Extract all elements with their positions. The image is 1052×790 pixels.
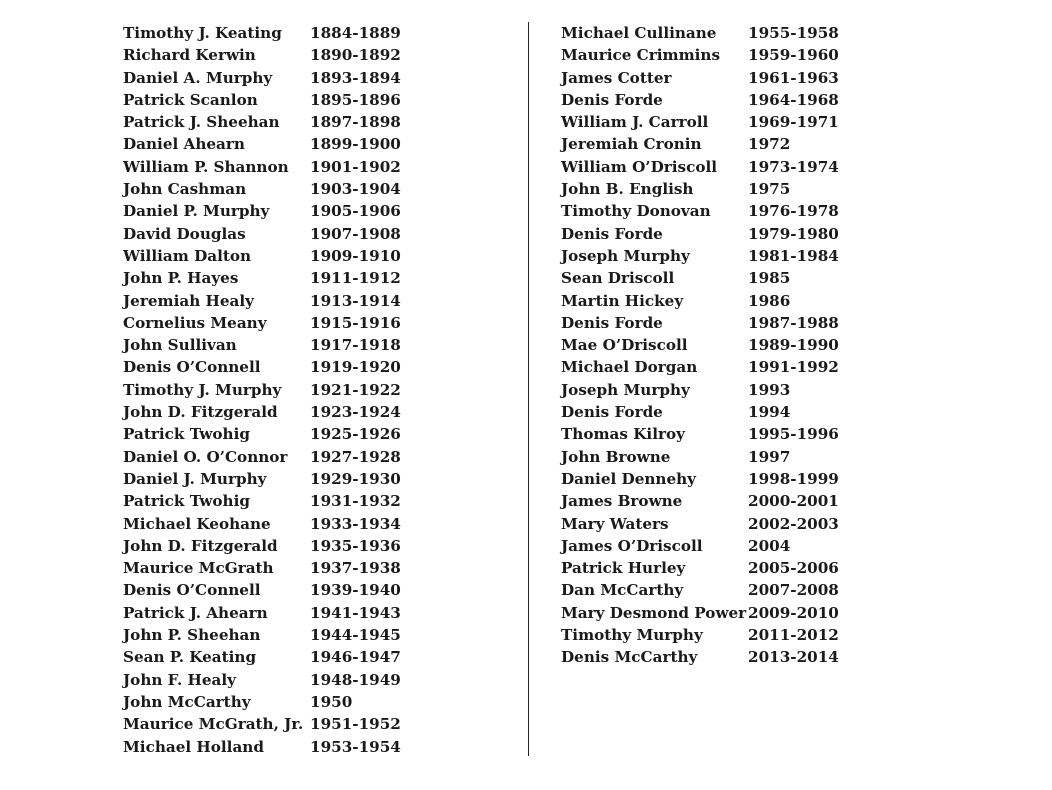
- list-item: [123, 401, 401, 423]
- person-name: Denis O’Connell: [123, 581, 261, 600]
- list-item: [561, 379, 839, 401]
- term-years: 2000-2001: [748, 492, 839, 511]
- list-item: [123, 624, 401, 646]
- list-item: [123, 669, 401, 691]
- list-item: [123, 468, 401, 490]
- list-item: [123, 334, 401, 356]
- list-item: [123, 67, 401, 89]
- term-years: 1944-1945: [310, 626, 401, 645]
- term-years: 1955-1958: [748, 24, 839, 42]
- list-item: [123, 423, 401, 445]
- person-name: John Browne: [561, 447, 671, 466]
- list-item: [123, 736, 401, 758]
- person-name: Maurice McGrath, Jr.: [123, 715, 304, 734]
- person-name: Timothy Murphy: [561, 626, 703, 645]
- term-years: 1994: [748, 403, 791, 422]
- term-years: 1961-1963: [748, 68, 839, 87]
- person-name: Michael Cullinane: [561, 24, 717, 42]
- list-item: [123, 22, 401, 44]
- list-item: [561, 267, 839, 289]
- list-item: [123, 490, 401, 512]
- list-item: [561, 602, 839, 624]
- term-years: 1941-1943: [310, 603, 401, 622]
- term-years: 1946-1947: [310, 648, 401, 667]
- person-name: James Browne: [561, 492, 683, 511]
- person-name: Denis Forde: [561, 90, 663, 109]
- list-item: [123, 89, 401, 111]
- list-item: [123, 691, 401, 713]
- list-item: [123, 446, 401, 468]
- term-years: 1948-1949: [310, 670, 401, 689]
- term-years: 1975: [748, 180, 791, 199]
- list-item: [561, 223, 839, 245]
- person-name: Joseph Murphy: [561, 380, 690, 399]
- list-item: [561, 290, 839, 312]
- list-item: [123, 156, 401, 178]
- list-item: [561, 557, 839, 579]
- term-years: 1913-1914: [310, 291, 401, 310]
- person-name: Jeremiah Cronin: [561, 135, 702, 154]
- person-name: Patrick Twohig: [123, 492, 250, 511]
- term-years: 1935-1936: [310, 536, 401, 555]
- person-name: Jeremiah Healy: [123, 291, 254, 310]
- person-name: Martin Hickey: [561, 291, 684, 310]
- term-years: 2005-2006: [748, 559, 839, 578]
- person-name: Timothy J. Keating: [123, 24, 282, 42]
- person-name: Daniel A. Murphy: [123, 68, 273, 87]
- term-years: 2002-2003: [748, 514, 839, 533]
- list-item: [123, 245, 401, 267]
- person-name: Denis Forde: [561, 313, 663, 332]
- list-item: [561, 356, 839, 378]
- list-item: [123, 267, 401, 289]
- list-item: [123, 290, 401, 312]
- column-divider: [528, 22, 529, 756]
- term-years: 1987-1988: [748, 313, 839, 332]
- list-item: [123, 579, 401, 601]
- person-name: Daniel O. O’Connor: [123, 447, 288, 466]
- term-years: 1997: [748, 447, 791, 466]
- left-column-list: [123, 22, 401, 758]
- person-name: Denis Forde: [561, 403, 663, 422]
- term-years: 1991-1992: [748, 358, 839, 377]
- term-years: 1979-1980: [748, 224, 839, 243]
- term-years: 1937-1938: [310, 559, 401, 578]
- term-years: 1923-1924: [310, 403, 401, 422]
- person-name: Joseph Murphy: [561, 246, 690, 265]
- term-years: 1917-1918: [310, 336, 401, 355]
- list-item: [561, 646, 839, 668]
- term-years: 1969-1971: [748, 113, 839, 132]
- person-name: Mary Desmond Power: [561, 603, 747, 622]
- term-years: 1909-1910: [310, 246, 401, 265]
- list-item: [123, 178, 401, 200]
- list-item: [561, 67, 839, 89]
- term-years: 1953-1954: [310, 737, 401, 756]
- term-years: 1950: [310, 692, 353, 711]
- person-name: William J. Carroll: [561, 113, 709, 132]
- term-years: 1899-1900: [310, 135, 401, 154]
- person-name: John D. Fitzgerald: [123, 403, 278, 422]
- person-name: Patrick Scanlon: [123, 90, 258, 109]
- term-years: 1933-1934: [310, 514, 401, 533]
- person-name: Dan McCarthy: [561, 581, 684, 600]
- person-name: Mae O’Driscoll: [561, 336, 688, 355]
- term-years: 2013-2014: [748, 648, 839, 667]
- list-item: [123, 379, 401, 401]
- term-years: 1993: [748, 380, 791, 399]
- term-years: 1972: [748, 135, 791, 154]
- term-years: 1895-1896: [310, 90, 401, 109]
- term-years: 1959-1960: [748, 46, 839, 65]
- person-name: John F. Healy: [123, 670, 236, 689]
- person-name: Michael Dorgan: [561, 358, 698, 377]
- person-name: Denis McCarthy: [561, 648, 698, 667]
- list-item: [561, 312, 839, 334]
- person-name: Michael Keohane: [123, 514, 271, 533]
- person-name: Maurice McGrath: [123, 559, 274, 578]
- term-years: 1905-1906: [310, 202, 401, 221]
- list-item: [561, 156, 839, 178]
- term-years: 1973-1974: [748, 157, 839, 176]
- list-item: [561, 579, 839, 601]
- term-years: 1939-1940: [310, 581, 401, 600]
- term-years: 1884-1889: [310, 24, 401, 42]
- person-name: Patrick J. Ahearn: [123, 603, 268, 622]
- list-item: [561, 423, 839, 445]
- term-years: 1897-1898: [310, 113, 401, 132]
- term-years: 1964-1968: [748, 90, 839, 109]
- person-name: Denis Forde: [561, 224, 663, 243]
- term-years: 1919-1920: [310, 358, 401, 377]
- term-years: 1893-1894: [310, 68, 401, 87]
- list-item: [561, 401, 839, 423]
- list-item: [561, 89, 839, 111]
- list-item: [123, 557, 401, 579]
- list-item: [123, 713, 401, 735]
- term-years: 1995-1996: [748, 425, 839, 444]
- term-years: 2004: [748, 536, 791, 555]
- person-name: William Dalton: [123, 246, 252, 265]
- term-years: 1981-1984: [748, 246, 839, 265]
- list-item: [123, 200, 401, 222]
- term-years: 1951-1952: [310, 715, 401, 734]
- person-name: Maurice Crimmins: [561, 46, 721, 65]
- list-item: [561, 624, 839, 646]
- list-item: [123, 535, 401, 557]
- person-name: John B. English: [561, 180, 694, 199]
- list-item: [561, 133, 839, 155]
- person-name: James O’Driscoll: [561, 536, 703, 555]
- term-years: 1921-1922: [310, 380, 401, 399]
- list-item: [561, 44, 839, 66]
- person-name: Timothy J. Murphy: [123, 380, 282, 399]
- person-name: David Douglas: [123, 224, 246, 243]
- list-item: [123, 646, 401, 668]
- person-name: Richard Kerwin: [123, 46, 256, 65]
- person-name: Sean Driscoll: [561, 269, 675, 288]
- person-name: Daniel Ahearn: [123, 135, 245, 154]
- term-years: 1989-1990: [748, 336, 839, 355]
- term-years: 1976-1978: [748, 202, 839, 221]
- person-name: William P. Shannon: [123, 157, 289, 176]
- person-name: Daniel P. Murphy: [123, 202, 270, 221]
- list-item: [561, 178, 839, 200]
- list-item: [123, 312, 401, 334]
- person-name: Mary Waters: [561, 514, 669, 533]
- term-years: 1903-1904: [310, 180, 401, 199]
- list-item: [561, 490, 839, 512]
- person-name: John Sullivan: [123, 336, 237, 355]
- list-item: [561, 468, 839, 490]
- person-name: Sean P. Keating: [123, 648, 257, 667]
- person-name: John Cashman: [123, 180, 247, 199]
- person-name: William O’Driscoll: [561, 157, 717, 176]
- term-years: 1929-1930: [310, 469, 401, 488]
- term-years: 1931-1932: [310, 492, 401, 511]
- person-name: Patrick J. Sheehan: [123, 113, 280, 132]
- person-name: Patrick Hurley: [561, 559, 686, 578]
- list-item: [561, 446, 839, 468]
- list-item: [561, 200, 839, 222]
- list-item: [123, 133, 401, 155]
- term-years: 1901-1902: [310, 157, 401, 176]
- list-item: [561, 334, 839, 356]
- term-years: 1925-1926: [310, 425, 401, 444]
- person-name: Cornelius Meany: [123, 313, 267, 332]
- term-years: 1890-1892: [310, 46, 401, 65]
- list-item: [123, 111, 401, 133]
- list-item: [123, 513, 401, 535]
- term-years: 1927-1928: [310, 447, 401, 466]
- person-name: John P. Sheehan: [123, 626, 261, 645]
- list-item: [123, 602, 401, 624]
- person-name: Daniel Dennehy: [561, 469, 696, 488]
- term-years: 1998-1999: [748, 469, 839, 488]
- term-years: 1985: [748, 269, 791, 288]
- person-name: John D. Fitzgerald: [123, 536, 278, 555]
- term-years: 2009-2010: [748, 603, 839, 622]
- list-item: [561, 245, 839, 267]
- person-name: James Cotter: [561, 68, 672, 87]
- term-years: 1911-1912: [310, 269, 401, 288]
- list-item: [123, 44, 401, 66]
- term-years: 2011-2012: [748, 626, 839, 645]
- person-name: Denis O’Connell: [123, 358, 261, 377]
- right-column-list: [561, 22, 839, 669]
- person-name: Michael Holland: [123, 737, 264, 756]
- term-years: 1986: [748, 291, 791, 310]
- person-name: Daniel J. Murphy: [123, 469, 267, 488]
- person-name: John P. Hayes: [123, 269, 239, 288]
- person-name: Thomas Kilroy: [561, 425, 685, 444]
- term-years: 2007-2008: [748, 581, 839, 600]
- term-years: 1915-1916: [310, 313, 401, 332]
- person-name: Patrick Twohig: [123, 425, 250, 444]
- person-name: Timothy Donovan: [561, 202, 711, 221]
- list-item: [123, 223, 401, 245]
- term-years: 1907-1908: [310, 224, 401, 243]
- list-item: [561, 111, 839, 133]
- person-name: John McCarthy: [123, 692, 251, 711]
- list-item: [561, 22, 839, 44]
- list-item: [123, 356, 401, 378]
- list-item: [561, 513, 839, 535]
- list-item: [561, 535, 839, 557]
